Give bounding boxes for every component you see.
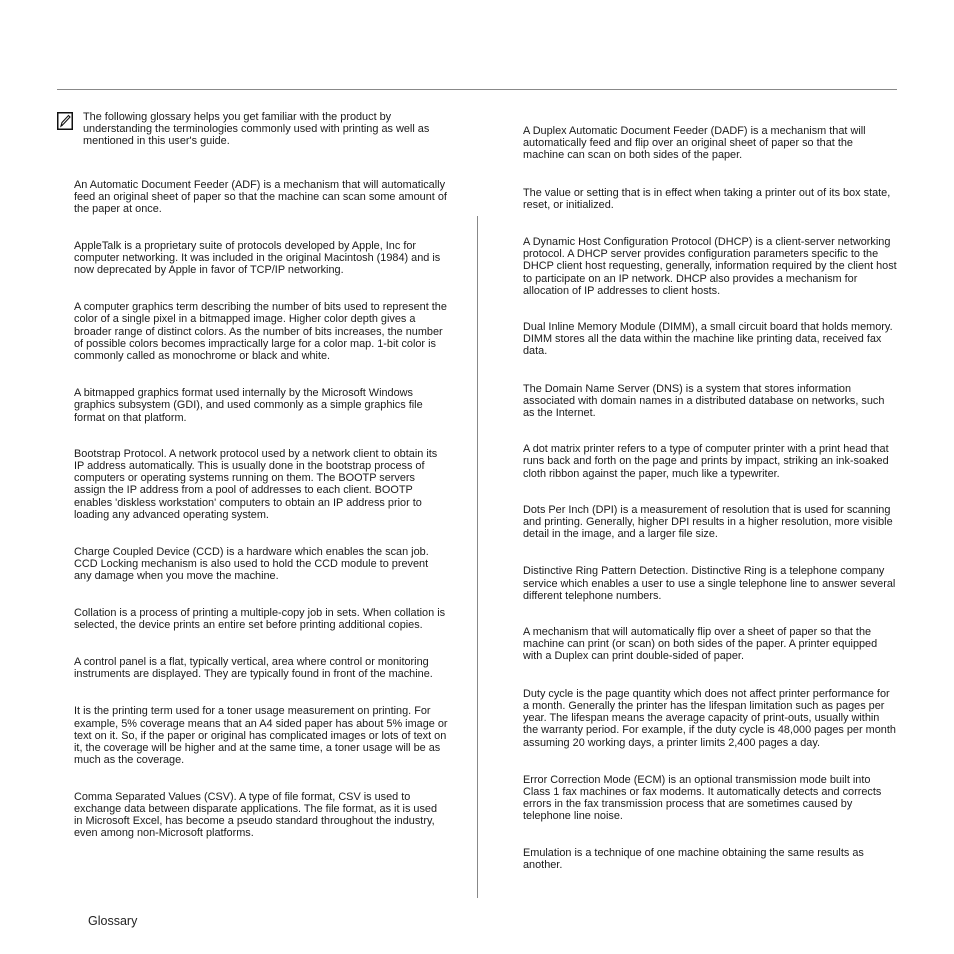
glossary-entry-duplex: A mechanism that will automatically flip over a sheet of paper so that the machine can print (or scan) on both sides of the paper. A printer equipped with a Duplex can print double-sided of paper. xyxy=(523,626,878,663)
column-divider xyxy=(477,216,478,898)
glossary-entry-ccd: Charge Coupled Device (CCD) is a hardware which enables the scan job. CCD Locking mechanism is also used to hold the CCD module to prevent any damage when you move the machine. xyxy=(74,546,429,583)
glossary-entry-dimm: Dual Inline Memory Module (DIMM), a small circuit board that holds memory. DIMM stores all the data within the machine like printing data, received fax data. xyxy=(523,321,893,358)
top-rule xyxy=(57,89,897,90)
footer-label: Glossary xyxy=(88,914,138,928)
glossary-entry-bootp: Bootstrap Protocol. A network protocol used by a network client to obtain its IP address automatically. This is usually done in the bootstrap process of computers or operating systems running on them. The BOOTP servers assign the IP address from a pool of addresses to each client. BOOTP enables 'diskless workstation' computers to obtain an IP address prior to loading any advanced operating system. xyxy=(74,447,438,521)
glossary-entry-adf: An Automatic Document Feeder (ADF) is a mechanism that will automatically feed an original sheet of paper so that the machine can scan some amount of the paper at once. xyxy=(74,179,447,216)
glossary-entry-appletalk: AppleTalk is a proprietary suite of protocols developed by Apple, Inc for computer networking. It was included in the original Macintosh (1984) and is now deprecated by Apple in favor of TCP/IP networking. xyxy=(74,239,441,277)
glossary-entry-csv: Comma Separated Values (CSV). A type of file format, CSV is used to exchange data between disparate applications. The file format, as it is used in Microsoft Excel, has become a pseudo standard throughout the industry, even among non-Microsoft platforms. xyxy=(74,790,438,840)
note-text: The following glossary helps you get familiar with the product by understanding the terminologies commonly used with printing as well as mentioned in this user's guide. xyxy=(83,111,430,148)
glossary-entry-collation: Collation is a process of printing a multiple-copy job in sets. When collation is selected, the device prints an entire set before printing additional copies. xyxy=(74,606,446,631)
glossary-entry-control-panel: A control panel is a flat, typically vertical, area where control or monitoring instruments are displayed. They are typically found in front of the machine. xyxy=(74,656,433,681)
glossary-entry-duty-cycle: Duty cycle is the page quantity which does not affect printer performance for a month. Generally the printer has the lifespan limitation such as pages per year. The lifespan means the average capacity of print-outs, usually within the warranty period. For example, if the duty cycle is 48,000 pages per month assuming 20 working days, a printer limits 2,400 pages a day. xyxy=(523,687,896,749)
note-pencil-icon xyxy=(57,112,73,130)
glossary-entry-bmp: A bitmapped graphics format used internally by the Microsoft Windows graphics subsystem (GDI), and used commonly as a simple graphics file format on that platform. xyxy=(74,387,423,424)
right-column xyxy=(523,125,897,871)
glossary-entry-default: The value or setting that is in effect when taking a printer out of its box state, reset, or initialized. xyxy=(523,186,891,211)
glossary-entry-emulation: Emulation is a technique of one machine obtaining the same results as another. xyxy=(523,846,864,871)
glossary-entry-drpd: Distinctive Ring Pattern Detection. Distinctive Ring is a telephone company service which enables a user to use a single telephone line to answer several different telephone numbers. xyxy=(523,565,896,602)
glossary-entry-bit-depth: A computer graphics term describing the number of bits used to represent the color of a single pixel in a bitmapped image. Higher color depth gives a broader range of distinct colors. As the number of bits increases, the number of possible colors becomes impractically large for a color map. 1-bit color is commonly called as monochrome or black and white. xyxy=(74,301,447,363)
glossary-entry-dadf: A Duplex Automatic Document Feeder (DADF) is a mechanism that will automatically feed and flip over an original sheet of paper so that the machine can scan on both sides of the paper. xyxy=(523,125,866,162)
glossary-entry-dpi: Dots Per Inch (DPI) is a measurement of resolution that is used for scanning and printing. Generally, higher DPI results in a higher resolution, more visible detail in the image, and a larger file size. xyxy=(523,503,893,541)
glossary-entry-coverage: It is the printing term used for a toner usage measurement on printing. For example, 5% coverage means that an A4 sided paper has about 5% image or text on it. So, if the paper or original has complicated images or lots of text on it, the coverage will be higher and at the same time, a toner usage will be as much as the coverage. xyxy=(74,705,448,767)
glossary-entry-dns: The Domain Name Server (DNS) is a system that stores information associated with domain names in a distributed database on networks, such as the Internet. xyxy=(523,382,885,420)
glossary-entry-ecm: Error Correction Mode (ECM) is an optional transmission mode built into Class 1 fax machines or fax modems. It automatically detects and corrects errors in the fax transmission process that are sometimes caused by telephone line noise. xyxy=(523,773,882,823)
glossary-entry-dot-matrix: A dot matrix printer refers to a type of computer printer with a print head that runs back and forth on the page and prints by impact, striking an ink-soaked cloth ribbon against the paper, much like a typewriter. xyxy=(523,443,889,480)
left-column xyxy=(74,179,448,839)
glossary-entry-dhcp: A Dynamic Host Configuration Protocol (DHCP) is a client-server networking protocol. A DHCP server provides configuration parameters specific to the DHCP client host requesting, generally, information required by the client host to participate on an IP network. DHCP also provides a mechanism for allocation of IP addresses to client hosts. xyxy=(523,236,897,297)
